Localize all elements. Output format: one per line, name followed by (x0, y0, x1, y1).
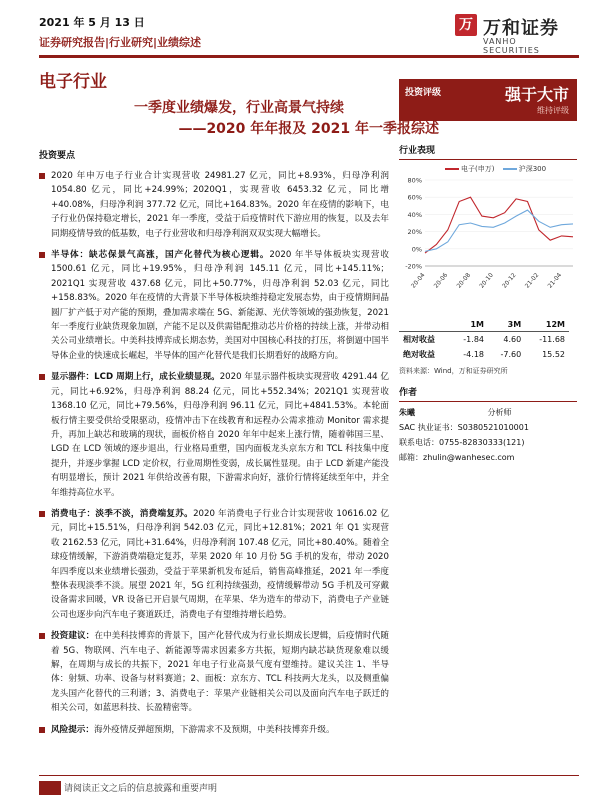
rating-label: 投资评级 (405, 88, 442, 98)
bullet-text: 2020 年半导体板块实现营收 1500.61 亿元，同比+19.95%，归母净利润 145.11 亿元，同比+145.11%；2021Q1 实现营收 437.68 亿元，同比+50.77%，归母净利润 52.03 亿元，同比+158.83%。2020 年在疫情的大背景下半导体板块维持稳定发展态势，由于疫情期间晶圆厂扩产低于对产能的预期，叠加需求端在 5G、新能源、光伏等领域的强劲恢复，2021 年一季度行业缺货现象加剧，产能不足以及供需错配推动芯片价格的持续上涨，并带动相关公司业绩增长。中美科技博弈成长期态势，美国对中国核心科技的打压，将倒逼中国半导体企业的快速成长崛起，半导体的国产化替代是我们长期看好的战略方向。 (51, 250, 389, 361)
header-divider (39, 55, 579, 58)
bullet-risk (39, 723, 389, 737)
x-tick-label: 20-10 (478, 271, 495, 290)
bullet-lead: 投资建议： (51, 631, 95, 642)
y-tick-label: 80% (407, 176, 422, 185)
bullet-lead: 半导体：缺芯保景气高涨，国产化替代为核心逻辑。 (51, 250, 270, 261)
footer-divider (39, 775, 579, 776)
report-title: 一季度业绩爆发，行业高景气持续 (134, 100, 344, 116)
x-tick-label: 20-08 (455, 271, 473, 290)
bullet-lead: 风险提示： (51, 724, 94, 735)
footer-disclaimer: 请阅读正文之后的信息披露和重要声明 (64, 784, 218, 794)
y-tick-label: 60% (407, 193, 422, 202)
table-cell: -1.84 (463, 335, 484, 344)
author-block (399, 385, 577, 465)
rating-box (399, 79, 577, 121)
bullet-lead: 消费电子：淡季不淡，消费端复苏。 (51, 508, 194, 519)
author-name: 朱曦 (399, 408, 415, 417)
perf-table-wrap (399, 318, 577, 376)
table-header: 3M (488, 318, 525, 332)
table-header: 1M (451, 318, 488, 332)
table-cell: 绝对收益 (403, 350, 435, 359)
footer-logo-icon (39, 781, 61, 795)
logo-icon: 万 (455, 14, 477, 36)
x-tick-label: 21-02 (523, 271, 541, 290)
performance-chart (399, 174, 577, 296)
bullet-text: 2020 年消费电子行业合计实现营收 10616.02 亿元，同比+15.51%，归母净利润 542.03 亿元，同比+12.81%；2021 年 Q1 实现营收 2162.53 亿元，同比+31.64%，归母净利润 107.48 亿元，同比+80.40%。随着全球疫情缓解，下游消费端稳定复苏，苹果 2020 年 10 月份 5G 手机的发布，带动 2020 年四季度以来业绩增长强劲，受益于苹果新机发布延后，销售高峰推延，2021 年一季度整体表现淡季不淡。展望 2021 年，5G 红利持续强劲，疫情缓解带动 5G 手机及可穿戴设备需求回暖，VR 设备已开启景气周期，在苹果、华为造车的带动下，消费电子产业链公司也逐步向汽车电子赛道跃迁，消费电子有望维持增长趋势。 (51, 508, 389, 620)
report-date: 2021 年 5 月 13 日 (39, 16, 145, 29)
bullet-display (39, 370, 389, 500)
x-tick-label: 20-06 (432, 271, 450, 290)
company-logo (455, 14, 575, 54)
bullet-text: 2020 年申万电子行业合计实现营收 24981.27 亿元，同比+8.93%，归母净利润 1054.80 亿元，同比+24.99%；2020Q1，实现营收 6453.32 亿元，同比增+40.08%，归母净利润 377.72 亿元，同比+164.83%。2020 年在疫情的影响下，电子行业仍保持稳定增长，2021 年一季度，受益于后疫情时代下游应用的恢复，以及去年同期疫情导致的低基数，电子行业营收和归母净利润双双实现大幅增长。 (51, 171, 389, 239)
author-sac: SAC 执业证书：S0380521010001 (399, 423, 529, 432)
table-cell: 相对收益 (403, 335, 435, 344)
author-email: 邮箱：zhulin@wanhesec.com (399, 453, 515, 462)
rating-sub: 维持评级 (537, 106, 569, 115)
side-column (399, 143, 577, 300)
logo-text-en: VANHO SECURITIES (483, 37, 540, 55)
table-row (399, 332, 569, 348)
performance-table (399, 318, 569, 362)
bullet-semiconductor (39, 248, 389, 363)
table-cell: 15.52 (542, 350, 565, 359)
legend-swatch-1 (445, 168, 459, 170)
logo-text: 万和证券 (483, 18, 559, 39)
bullet-consumer (39, 507, 389, 622)
x-tick-label: 20-12 (501, 271, 518, 290)
bullet-text: 在中美科技博弈的背景下，国产化替代成为行业长期成长逻辑，后疫情时代随着 5G、物联网、汽车电子、新能源等需求因素多方共振，短期内缺芯缺货现象难以缓解，在周期与成长的共振下，2021 年电子行业高景气度有望维持。建议关注 1、半导体：射频、功率、设备与材料赛道；2、面板：京东方、TCL 科技两大龙头，以及侧重偏龙头国产化替代的三利谱；3、消费电子：苹果产业链相关公司以及面向汽车电子跃迁的相关公司，如蓝思科技、长盈精密等。 (51, 631, 389, 714)
table-header-row (399, 318, 569, 332)
table-row (399, 347, 569, 362)
summary-title: 投资要点 (39, 151, 76, 161)
bullet-advice (39, 629, 389, 715)
y-tick-label: -20% (405, 262, 422, 271)
bullet-overview (39, 169, 389, 241)
x-tick-label: 21-04 (546, 271, 564, 290)
x-tick-label: 20-04 (409, 271, 427, 290)
y-tick-label: 0% (411, 245, 422, 254)
author-name-line (399, 405, 577, 420)
table-cell: -4.18 (463, 350, 484, 359)
perf-title: 行业表现 (399, 143, 577, 160)
author-role: 分析师 (487, 408, 512, 417)
rating-value: 强于大市 (504, 85, 569, 104)
author-phone: 联系电话：0755-82830333(121) (399, 438, 525, 447)
legend-swatch-2 (503, 168, 517, 170)
report-category: 证券研究报告|行业研究|业绩综述 (39, 36, 202, 49)
table-header (399, 318, 451, 332)
legend-label-2: 沪深300 (518, 165, 547, 173)
industry-name: 电子行业 (39, 72, 107, 92)
report-subtitle: ——2020 年年报及 2021 年一季报综述 (178, 121, 439, 137)
main-column (39, 148, 389, 744)
chart-legend (439, 164, 577, 174)
legend-label-1: 电子(申万) (461, 165, 495, 173)
y-tick-label: 20% (407, 228, 422, 237)
table-cell: 4.60 (503, 335, 522, 344)
y-tick-label: 40% (407, 210, 422, 219)
table-header: 12M (525, 318, 569, 332)
bullet-text: 2020 年显示器件板块实现营收 4291.44 亿元，同比+6.92%，归母净利润 88.24 亿元，同比+552.34%；2021Q1 实现营收 1368.10 亿元，同比+79.56%，归母净利润 96.11 亿元，同比+4841.53%。本轮面板行情主要受供给受限驱动，疫情冲击下在线教育和远程办公需求推动 Monitor 需求提升，再加上缺芯和玻璃的现状，面板价格自 2020 年年中起来上涨行情，随着韩国三星、LGD 在 LCD 领域的逐步退出，行业格局重塑，国内面板龙头京东方和 TCL 科技集中度提升，并逐步掌握 LCD 定价权，行业周期性变弱，成长属性显现。由于 LCD 新建产能没有明显增长，预计 2021 年供给改善有限，下游需求向好，涨价行情将延续至年中，并全年维持高位水平。 (51, 372, 389, 498)
bullet-text: 海外疫情反弹超预期，下游需求不及预期，中美科技博弈升级。 (93, 724, 335, 735)
author-title: 作者 (399, 385, 577, 402)
bullet-lead: 显示器件：LCD 周期上行，成长业绩显现。 (51, 372, 220, 383)
chart-source: 资料来源：Wind，万和证券研究所 (399, 367, 508, 375)
table-cell: -11.68 (539, 335, 565, 344)
table-cell: -7.60 (500, 350, 522, 359)
